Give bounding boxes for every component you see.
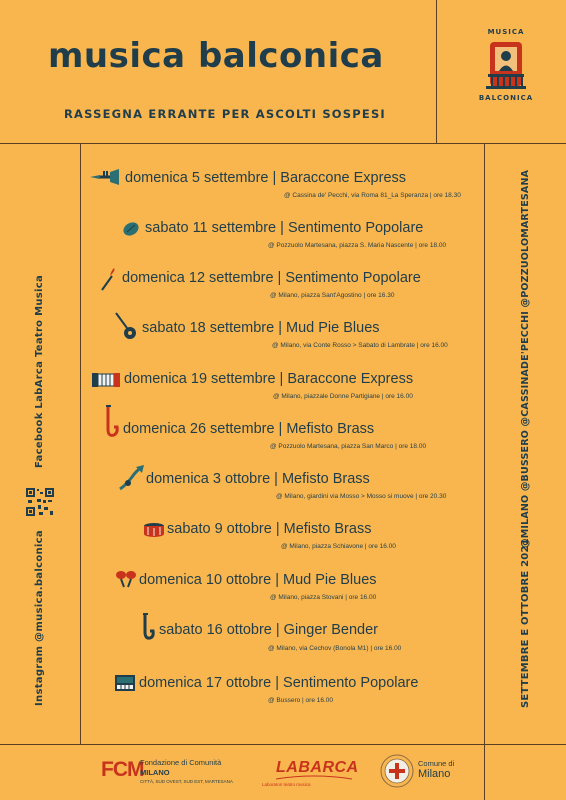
event-location: @ Milano, via Conte Rosso > Sabato di Lambrate | ore 16.00	[272, 342, 448, 349]
event-heading: domenica 5 settembre | Baraccone Express	[125, 170, 407, 186]
event-location: @ Bussero | ore 16.00	[268, 697, 334, 704]
musica-balconica-logo	[470, 28, 542, 108]
event-location: @ Pozzuolo Martesana, piazza S. Maria Nascente | ore 18.00	[268, 242, 447, 249]
torch-icon	[98, 268, 118, 292]
drum-icon	[143, 523, 165, 537]
fondazione-name: Fondazione di Comunità	[140, 758, 222, 767]
saxophone-icon	[140, 613, 156, 641]
labarca-logo: LABARCA	[276, 759, 359, 776]
event-location: @ Milano, via Cechov (Bonola M1) | ore 16.00	[268, 645, 402, 652]
event-location: @ Cassina de' Pecchi, via Roma 81_La Speranza | ore 18.30	[284, 192, 461, 199]
qr-code-icon[interactable]	[26, 488, 54, 516]
accordion-icon	[92, 372, 120, 388]
instagram-handle[interactable]: Instagram @musica.balconica	[34, 530, 45, 706]
page-subtitle: RASSEGNA ERRANTE PER ASCOLTI SOSPESI	[64, 107, 386, 121]
guitar-icon	[113, 311, 139, 343]
event-heading: domenica 3 ottobre | Mefisto Brass	[146, 471, 370, 487]
horn-icon	[118, 465, 144, 491]
event-heading: sabato 9 ottobre | Mefisto Brass	[167, 521, 372, 537]
divider-left	[80, 143, 81, 744]
period-label: SETTEMBRE E OTTOBRE 2021	[520, 538, 531, 708]
logo-text-bottom: BALCONICA	[478, 94, 534, 102]
divider-bottom	[0, 744, 566, 745]
comune-crest-icon	[380, 754, 414, 788]
saxophone-icon	[102, 405, 120, 439]
keyboard-icon	[115, 675, 135, 691]
places-label: @MILANO @BUSSERO @CASSINADE'PECCHI @POZZUOLOMARTESANA	[520, 169, 531, 548]
logo-text-top: MUSICA	[487, 28, 525, 36]
event-heading: sabato 11 settembre | Sentimento Popolare	[145, 220, 424, 236]
trumpet-icon	[88, 168, 120, 186]
event-location: @ Milano, piazza Sant'Agostino | ore 16.30	[270, 292, 395, 299]
divider-footer-right	[484, 744, 485, 800]
event-location: @ Milano, piazza Stovani | ore 16.00	[270, 594, 377, 601]
maracas-icon	[115, 570, 137, 588]
event-location: @ Milano, giardini via Mosso > Mosso si muove | ore 20.30	[276, 493, 447, 500]
event-location: @ Milano, piazzale Donne Partigiane | ore 16.00	[273, 393, 413, 400]
divider-header	[436, 0, 437, 143]
labarca-subtitle: Laboratori teatro musica	[262, 782, 311, 787]
event-heading: domenica 17 ottobre | Sentimento Popolare	[139, 675, 419, 691]
comune-label: Comune di	[418, 759, 455, 768]
event-heading: domenica 19 settembre | Baraccone Express	[124, 371, 414, 387]
divider-top	[0, 143, 566, 144]
page-title: musica balconica	[48, 36, 384, 76]
fondazione-city: MILANO	[140, 768, 170, 777]
event-heading: domenica 26 settembre | Mefisto Brass	[123, 421, 375, 437]
fondazione-area: CITTÀ, SUD OVEST, SUD EST, MARTESANA	[140, 779, 233, 784]
event-heading: sabato 18 settembre | Mud Pie Blues	[142, 320, 380, 336]
fcm-logo: FCM	[101, 758, 144, 781]
event-location: @ Pozzuolo Martesana, piazza San Marco | ore 18.00	[270, 443, 427, 450]
event-heading: sabato 16 ottobre | Ginger Bender	[159, 622, 378, 638]
beetle-icon	[121, 220, 141, 238]
event-heading: domenica 10 ottobre | Mud Pie Blues	[139, 572, 377, 588]
comune-city: Milano	[418, 768, 451, 780]
divider-right	[484, 143, 485, 744]
event-location: @ Milano, piazza Schiavone | ore 16.00	[281, 543, 396, 550]
facebook-page[interactable]: Facebook LabArca Teatro Musica	[34, 274, 45, 468]
event-heading: domenica 12 settembre | Sentimento Popolare	[122, 270, 421, 286]
